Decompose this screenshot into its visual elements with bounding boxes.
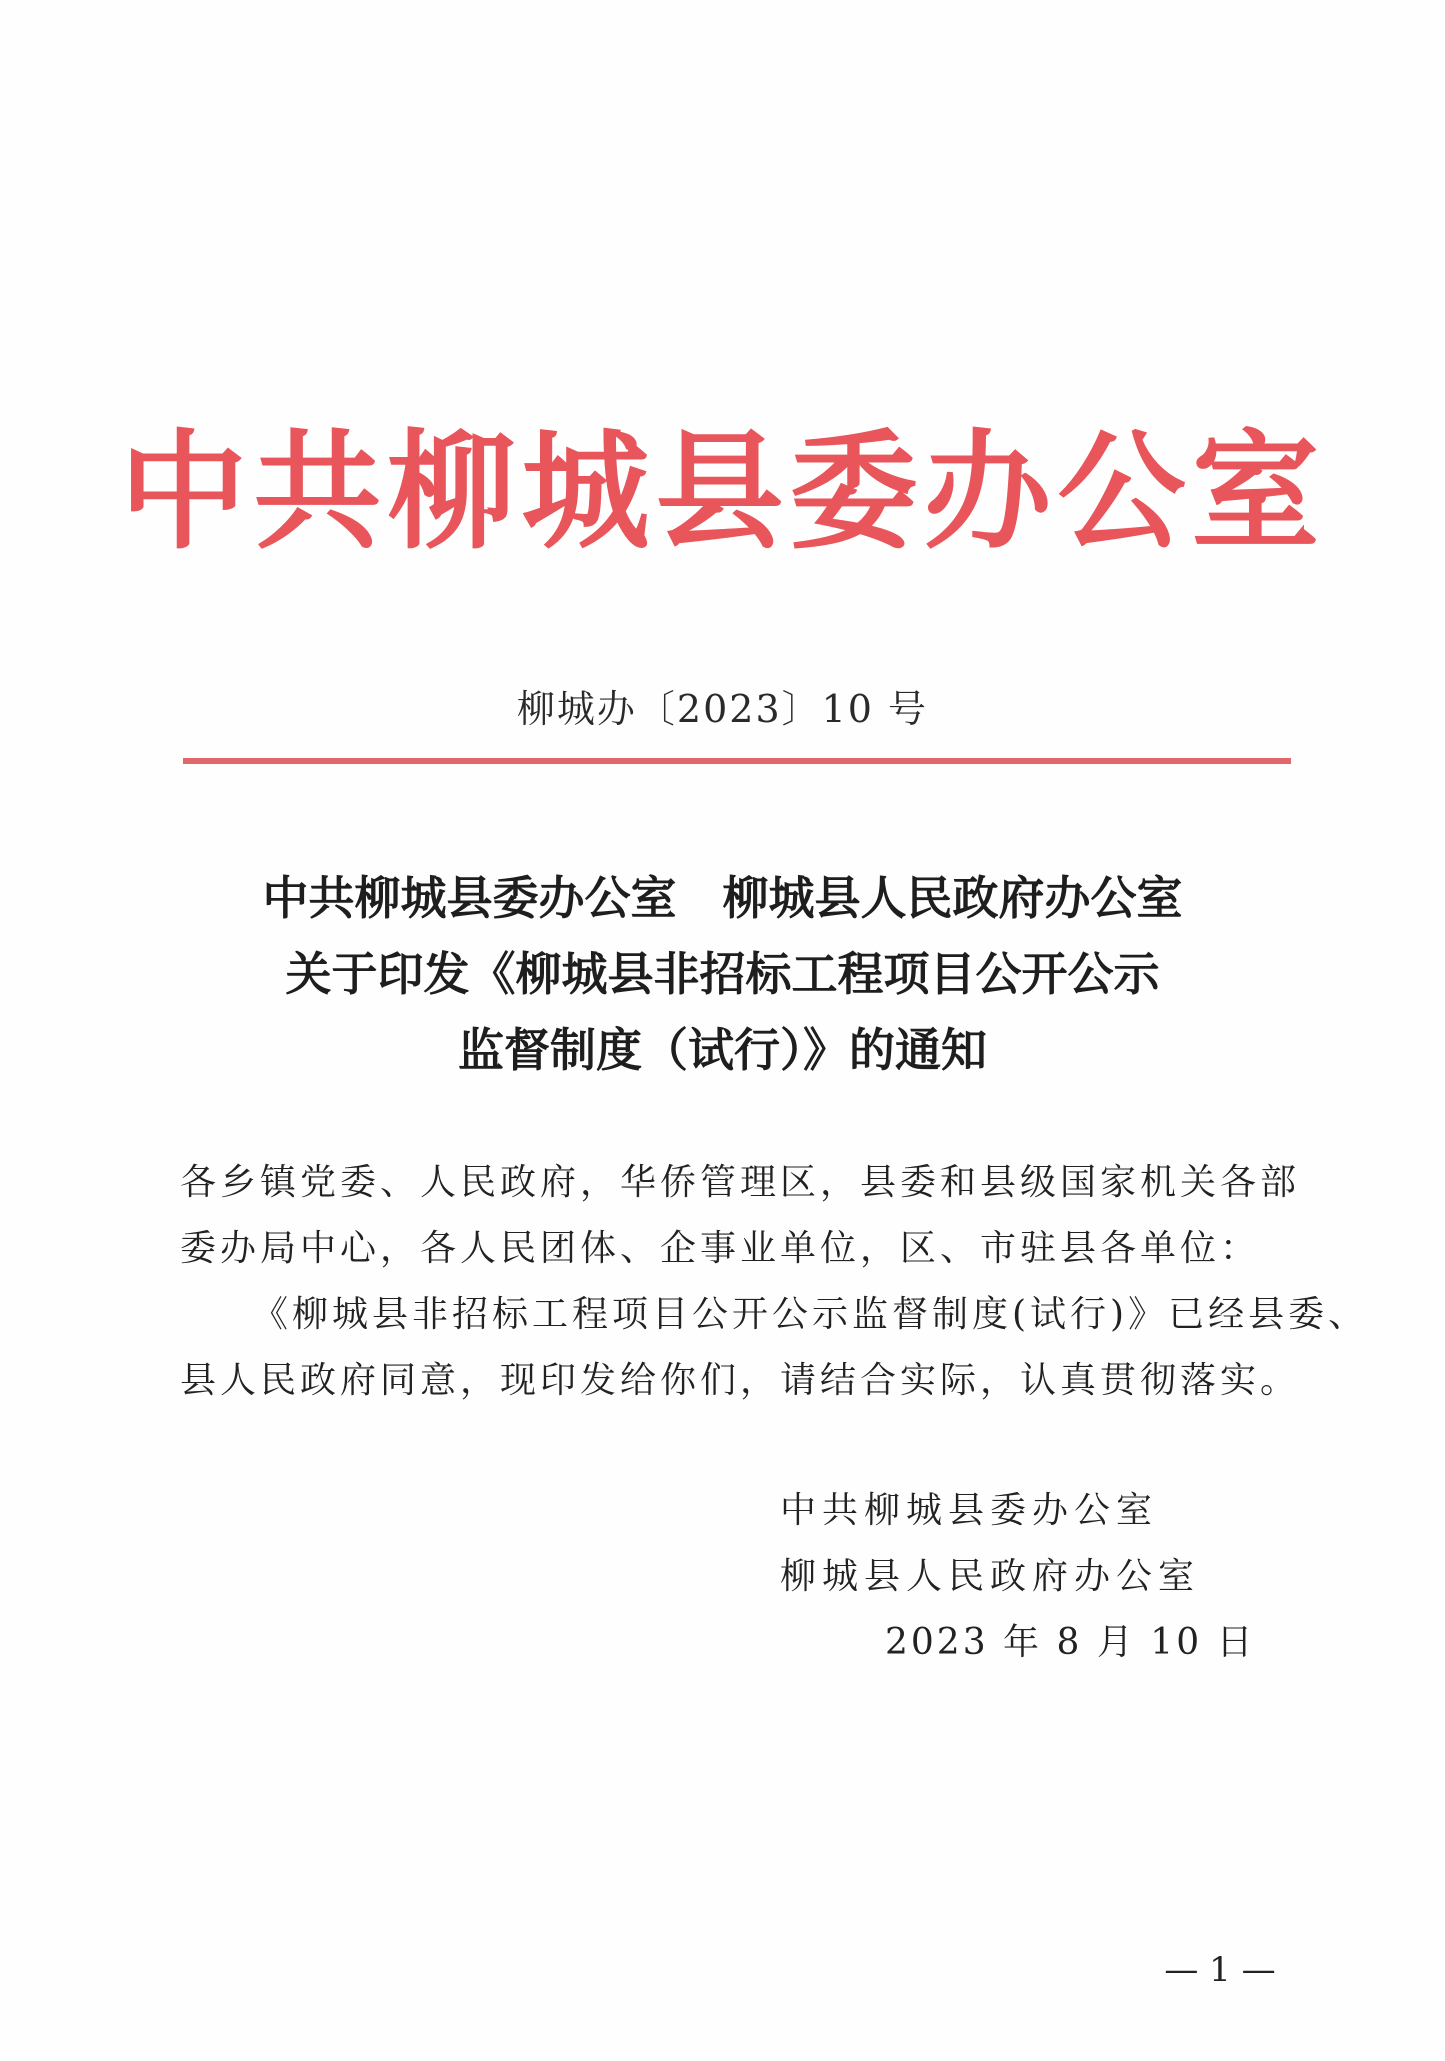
notice-title (150, 860, 1295, 1088)
signature-org: 柳城县人民政府办公室 (780, 1556, 1201, 1597)
signature-block (780, 1478, 1256, 1676)
page-number: — 1 — (1164, 1950, 1276, 1990)
document-number: 柳城办〔2023〕10 号 (516, 687, 929, 731)
body-line: 《柳城县非招标工程项目公开公示监督制度(试行)》已经县委、 (252, 1294, 1369, 1335)
addressee-line: 各乡镇党委、人民政府，华侨管理区，县委和县级国家机关各部 (180, 1162, 1301, 1203)
body-paragraph (180, 1282, 1369, 1414)
notice-title-line: 监督制度（试行）》的通知 (458, 1023, 987, 1077)
masthead-title: 中共柳城县委办公室 (119, 418, 1326, 567)
body-line: 县人民政府同意，现印发给你们，请结合实际，认真贯彻落实。 (180, 1360, 1301, 1401)
notice-title-line: 关于印发《柳城县非招标工程项目公开公示 (285, 947, 1160, 1001)
addressee-line: 委办局中心，各人民团体、企事业单位，区、市驻县各单位： (180, 1228, 1261, 1269)
signature-date: 2023 年 8 月 10 日 (885, 1622, 1256, 1663)
addressee-block (180, 1150, 1301, 1282)
notice-title-line: 中共柳城县委办公室 柳城县人民政府办公室 (262, 871, 1183, 925)
red-divider-line (183, 758, 1291, 764)
signature-org: 中共柳城县委办公室 (780, 1490, 1159, 1531)
